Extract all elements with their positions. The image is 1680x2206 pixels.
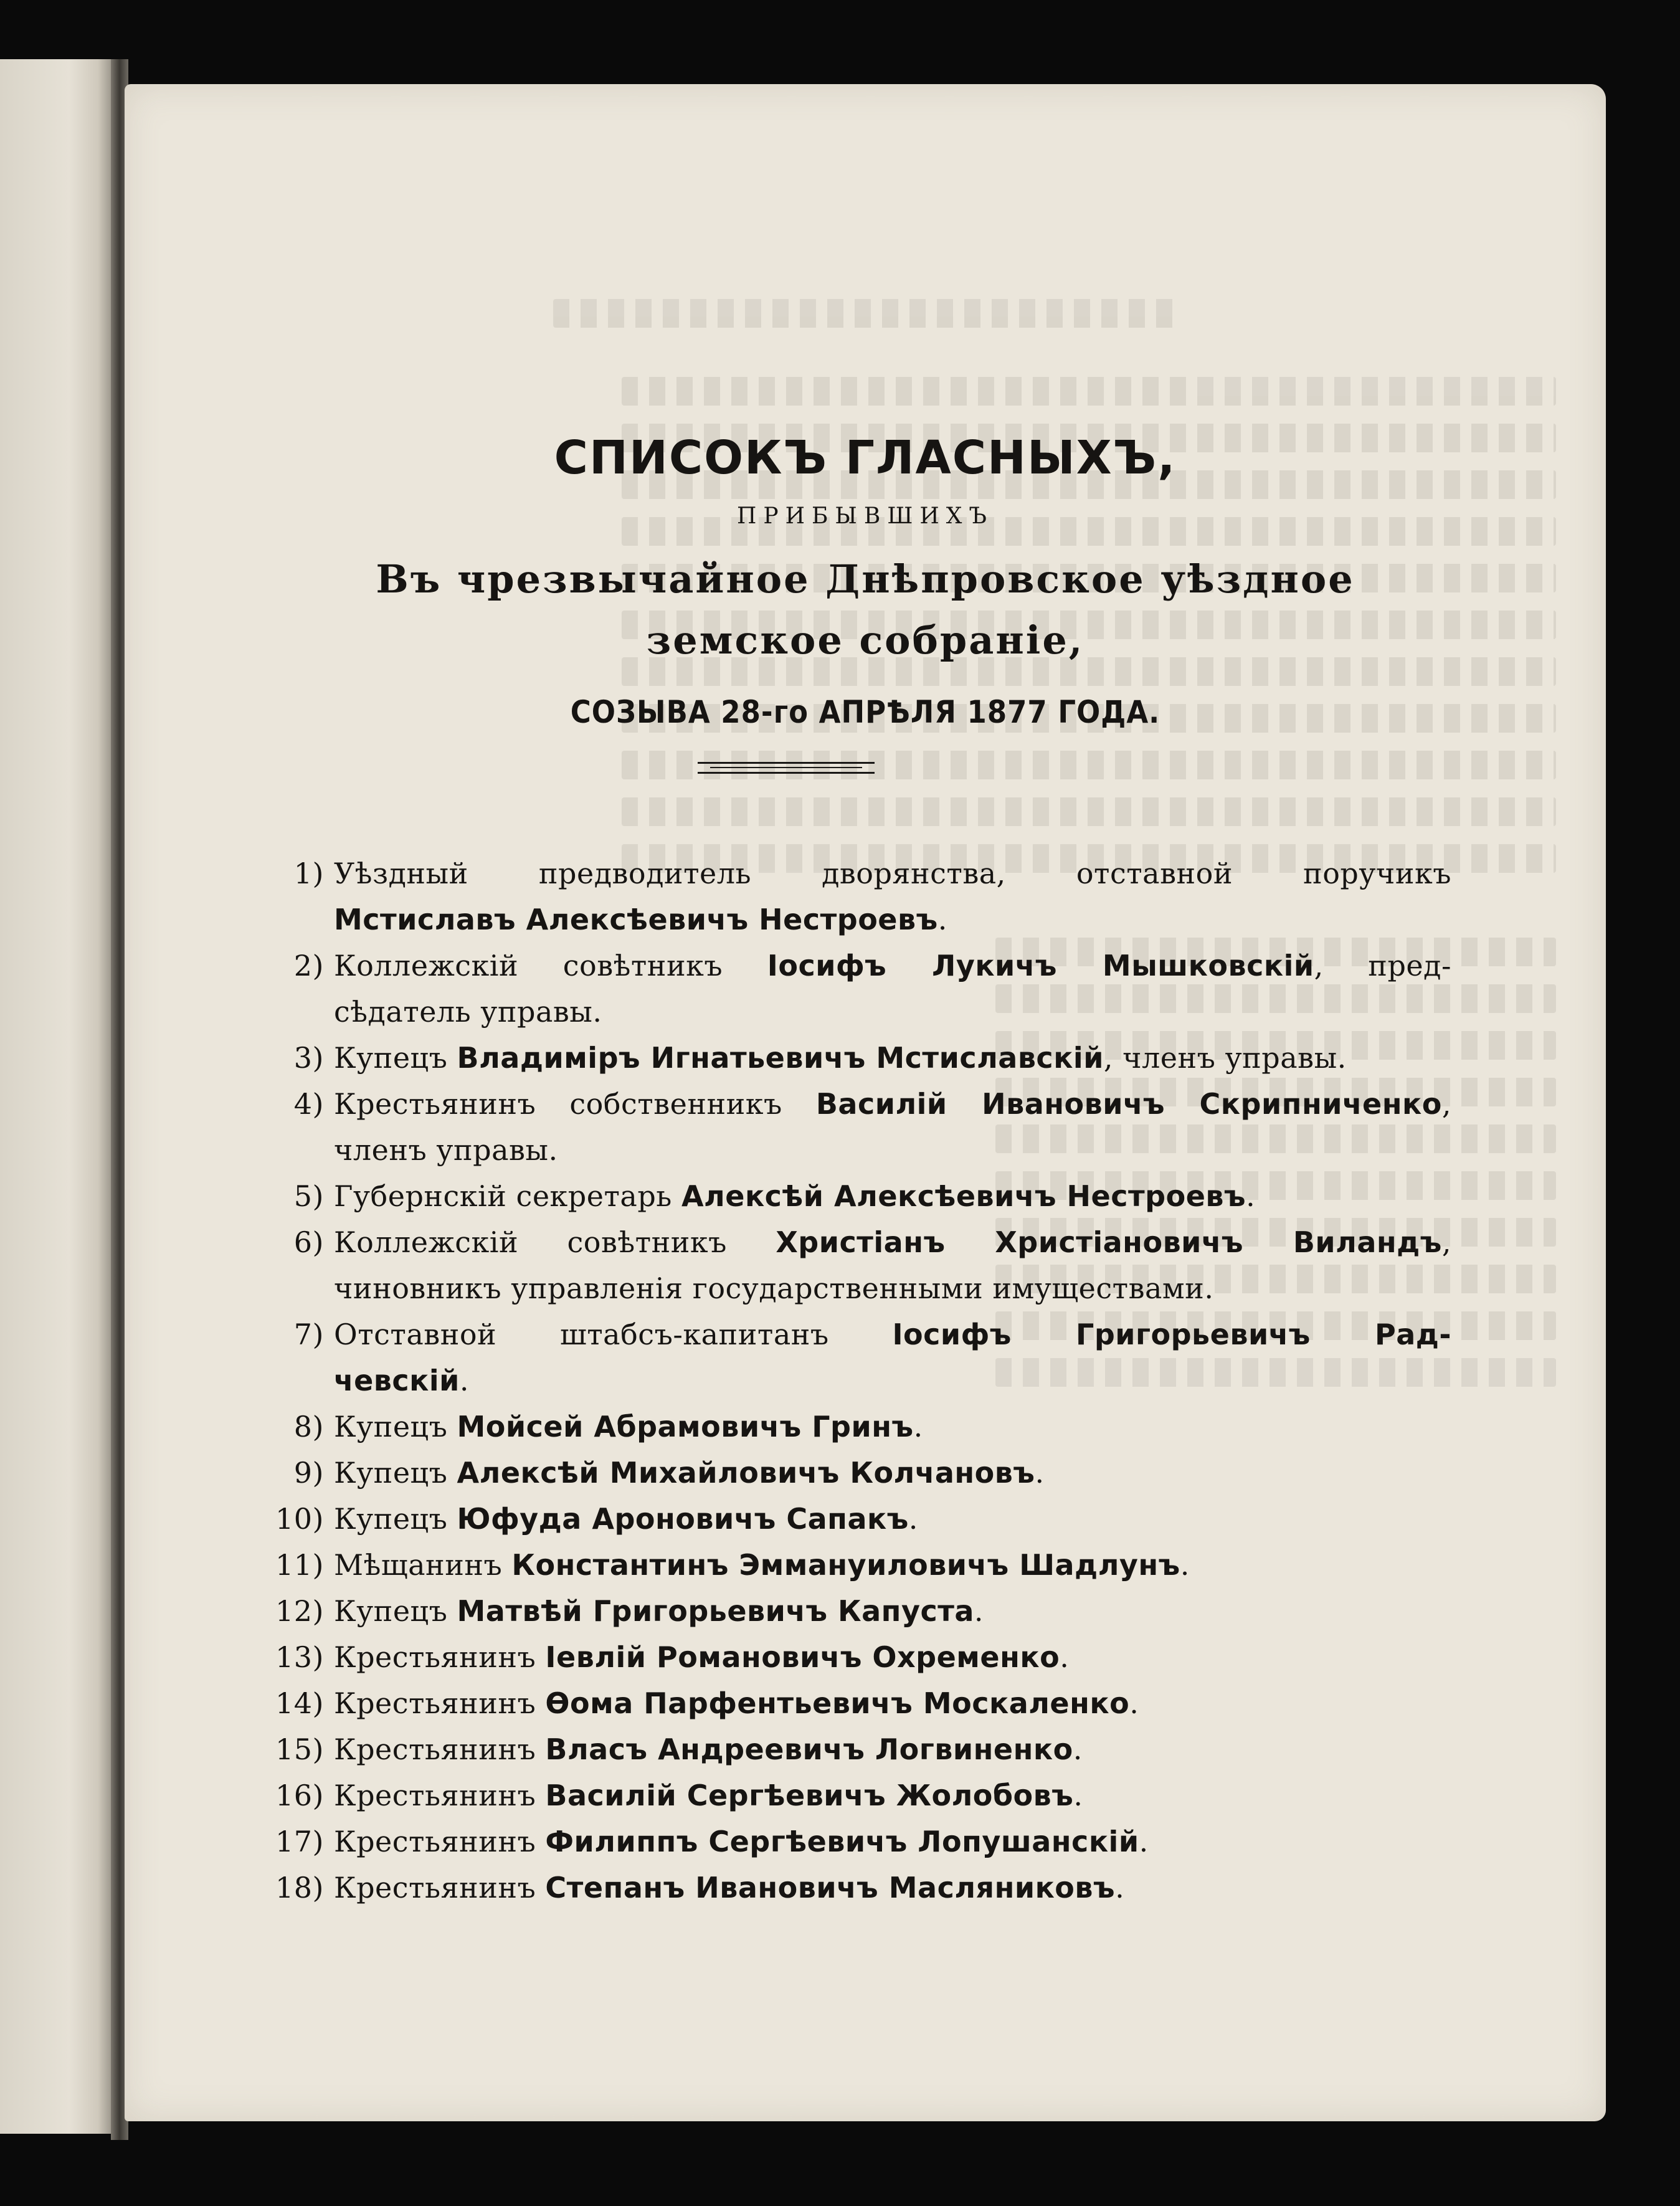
member-rank: Купецъ xyxy=(334,1594,457,1628)
member-name: Василій Ивановичъ Скрипниченко xyxy=(815,1087,1442,1121)
list-item-line xyxy=(334,1496,1451,1542)
list-item-text xyxy=(334,1219,1451,1311)
member-rank: . xyxy=(1035,1456,1045,1490)
member-rank: Крестьянинъ xyxy=(334,1733,546,1766)
list-item-line xyxy=(334,1450,1451,1496)
member-rank: . xyxy=(459,1364,469,1397)
member-name: Филиппъ Сергѣевичъ Лопушанскій xyxy=(545,1825,1139,1858)
list-item-text xyxy=(334,1819,1451,1865)
member-rank: Купецъ xyxy=(334,1410,457,1443)
member-name: Алексѣй Алексѣевичъ Нестроевъ xyxy=(681,1179,1246,1213)
member-rank: . xyxy=(1129,1686,1139,1720)
list-item-number: 18) xyxy=(275,1871,324,1904)
member-rank: сѣдатель управы. xyxy=(334,995,602,1029)
list-item-line xyxy=(334,1035,1451,1081)
list-item-number: 5) xyxy=(293,1179,324,1213)
member-rank: Купецъ xyxy=(334,1456,457,1490)
list-item-line xyxy=(334,1127,1451,1173)
member-rank: Крестьянинъ xyxy=(334,1825,546,1858)
list-item-text xyxy=(334,943,1451,1035)
list-item-text xyxy=(334,1588,1451,1634)
member-rank: . xyxy=(1060,1640,1070,1674)
member-rank: Крестьянинъ xyxy=(334,1686,546,1720)
list-item-line xyxy=(334,1865,1451,1911)
title-divider xyxy=(698,762,875,764)
member-rank: членъ управы. xyxy=(334,1133,558,1167)
assembly-headline-line-1: Въ чрезвычайное Днѣпровское уѣздное xyxy=(376,556,1355,602)
list-title: СПИСОКЪ ГЛАСНЫХЪ, xyxy=(554,431,1177,485)
member-name: Власъ Андреевичъ Логвиненко xyxy=(545,1733,1073,1766)
member-name: Іевлій Романовичъ Охременко xyxy=(545,1640,1060,1674)
list-item-text xyxy=(334,1404,1451,1450)
list-item-number: 6) xyxy=(293,1225,324,1259)
list-item-number: 16) xyxy=(275,1779,324,1812)
list-item-line xyxy=(334,1357,1451,1404)
member-rank: Крестьянинъ xyxy=(334,1640,546,1674)
member-rank: Крестьянинъ xyxy=(334,1779,546,1812)
list-item-text xyxy=(334,1865,1451,1911)
member-name: Ѳома Парфентьевичъ Москаленко xyxy=(545,1686,1130,1720)
list-item-line xyxy=(334,1819,1451,1865)
list-item-text xyxy=(334,1772,1451,1819)
member-rank: . xyxy=(1073,1779,1083,1812)
list-item-line xyxy=(334,896,1451,943)
list-item-number: 4) xyxy=(293,1087,324,1121)
member-rank: Коллежскій совѣтникъ xyxy=(334,1225,776,1259)
member-rank: Купецъ xyxy=(334,1041,457,1075)
list-item-line xyxy=(334,1772,1451,1819)
list-item-number: 11) xyxy=(275,1548,324,1582)
member-rank: , xyxy=(1441,1087,1451,1121)
list-item-line xyxy=(334,1311,1451,1357)
list-item-line xyxy=(334,1081,1451,1127)
list-item-line xyxy=(334,1404,1451,1450)
title-divider xyxy=(710,767,862,768)
member-rank: . xyxy=(1073,1733,1083,1766)
list-item-text xyxy=(334,1542,1451,1588)
member-name: Іосифъ Григорьевичъ Рад- xyxy=(892,1318,1451,1351)
member-rank: , xyxy=(1441,1225,1451,1259)
member-name: Василій Сергѣевичъ Жолобовъ xyxy=(545,1779,1074,1812)
title-divider xyxy=(698,772,875,774)
list-item-text xyxy=(334,1680,1451,1726)
member-rank: чиновникъ управленія государственными имуществами. xyxy=(334,1272,1214,1305)
list-item-number: 17) xyxy=(275,1825,324,1858)
list-item-text xyxy=(334,1173,1451,1219)
previous-page-edge xyxy=(0,59,115,2134)
list-item-line xyxy=(334,1726,1451,1772)
member-rank: Отставной штабсъ-капитанъ xyxy=(334,1318,893,1351)
list-item-line xyxy=(334,989,1451,1035)
member-rank: . xyxy=(974,1594,984,1628)
list-item-number: 14) xyxy=(275,1686,324,1720)
member-rank: . xyxy=(937,903,947,936)
member-name: Матвѣй Григорьевичъ Капуста xyxy=(457,1594,974,1628)
list-item-line xyxy=(334,1680,1451,1726)
list-item-number: 10) xyxy=(275,1502,324,1536)
member-rank: . xyxy=(908,1502,918,1536)
list-item-number: 2) xyxy=(293,949,324,982)
member-rank: . xyxy=(1180,1548,1190,1582)
list-item-line xyxy=(334,943,1451,989)
list-subtitle: ПРИБЫВШИХЪ xyxy=(736,503,994,529)
list-item-line xyxy=(334,1219,1451,1265)
member-rank: . xyxy=(913,1410,923,1443)
member-rank: , членъ управы. xyxy=(1103,1041,1347,1075)
list-item-text xyxy=(334,1311,1451,1404)
list-item-text xyxy=(334,1035,1451,1081)
member-rank: Крестьянинъ xyxy=(334,1871,546,1904)
list-item-text xyxy=(334,1496,1451,1542)
list-item-line xyxy=(334,850,1451,896)
list-item-line xyxy=(334,1542,1451,1588)
list-item-text xyxy=(334,1726,1451,1772)
member-rank: Купецъ xyxy=(334,1502,457,1536)
list-item-number: 13) xyxy=(275,1640,324,1674)
member-name: Степанъ Ивановичъ Масляниковъ xyxy=(545,1871,1116,1904)
member-rank: Уѣздный предводитель дворянства, отставной поручикъ xyxy=(334,857,1451,890)
list-item-line xyxy=(334,1265,1451,1311)
assembly-headline-line-2: земское собраніе, xyxy=(646,617,1084,663)
member-rank: . xyxy=(1246,1179,1256,1213)
member-rank: , пред- xyxy=(1314,949,1451,982)
member-name: Мстиславъ Алексѣевичъ Нестроевъ xyxy=(334,903,938,936)
list-item-line xyxy=(334,1173,1451,1219)
list-item-text xyxy=(334,1081,1451,1173)
list-item-number: 8) xyxy=(293,1410,324,1443)
member-rank: Губернскій секретарь xyxy=(334,1179,681,1213)
list-item-line xyxy=(334,1588,1451,1634)
list-item-number: 7) xyxy=(293,1318,324,1351)
list-item-number: 12) xyxy=(275,1594,324,1628)
member-rank: Мѣщанинъ xyxy=(334,1548,512,1582)
list-item-text xyxy=(334,1634,1451,1680)
member-rank: . xyxy=(1115,1871,1125,1904)
list-item-number: 15) xyxy=(275,1733,324,1766)
member-name: Владиміръ Игнатьевичъ Мстиславскій xyxy=(457,1041,1104,1075)
convocation-date: СОЗЫВА 28-го АПРѢЛЯ 1877 ГОДА. xyxy=(570,694,1160,730)
list-item-number: 3) xyxy=(293,1041,324,1075)
page-content xyxy=(125,84,1606,2121)
member-name: Константинъ Эммануиловичъ Шадлунъ xyxy=(511,1548,1180,1582)
member-rank: Крестьянинъ собственникъ xyxy=(334,1087,816,1121)
member-name: Мойсей Абрамовичъ Гринъ xyxy=(457,1410,914,1443)
list-item-line xyxy=(334,1634,1451,1680)
document-page xyxy=(125,84,1606,2121)
member-name: Алексѣй Михайловичъ Колчановъ xyxy=(457,1456,1035,1490)
list-item-number: 9) xyxy=(293,1456,324,1490)
member-name: Юфуда Ароновичъ Сапакъ xyxy=(457,1502,909,1536)
list-item-number: 1) xyxy=(293,857,324,890)
member-name: чевскій xyxy=(334,1364,460,1397)
member-name: Іосифъ Лукичъ Мышковскій xyxy=(767,949,1314,982)
member-rank: Коллежскій совѣтникъ xyxy=(334,949,767,982)
member-rank: . xyxy=(1139,1825,1149,1858)
list-item-text xyxy=(334,850,1451,943)
member-name: Христіанъ Христіановичъ Виландъ xyxy=(776,1225,1442,1259)
list-item-text xyxy=(334,1450,1451,1496)
